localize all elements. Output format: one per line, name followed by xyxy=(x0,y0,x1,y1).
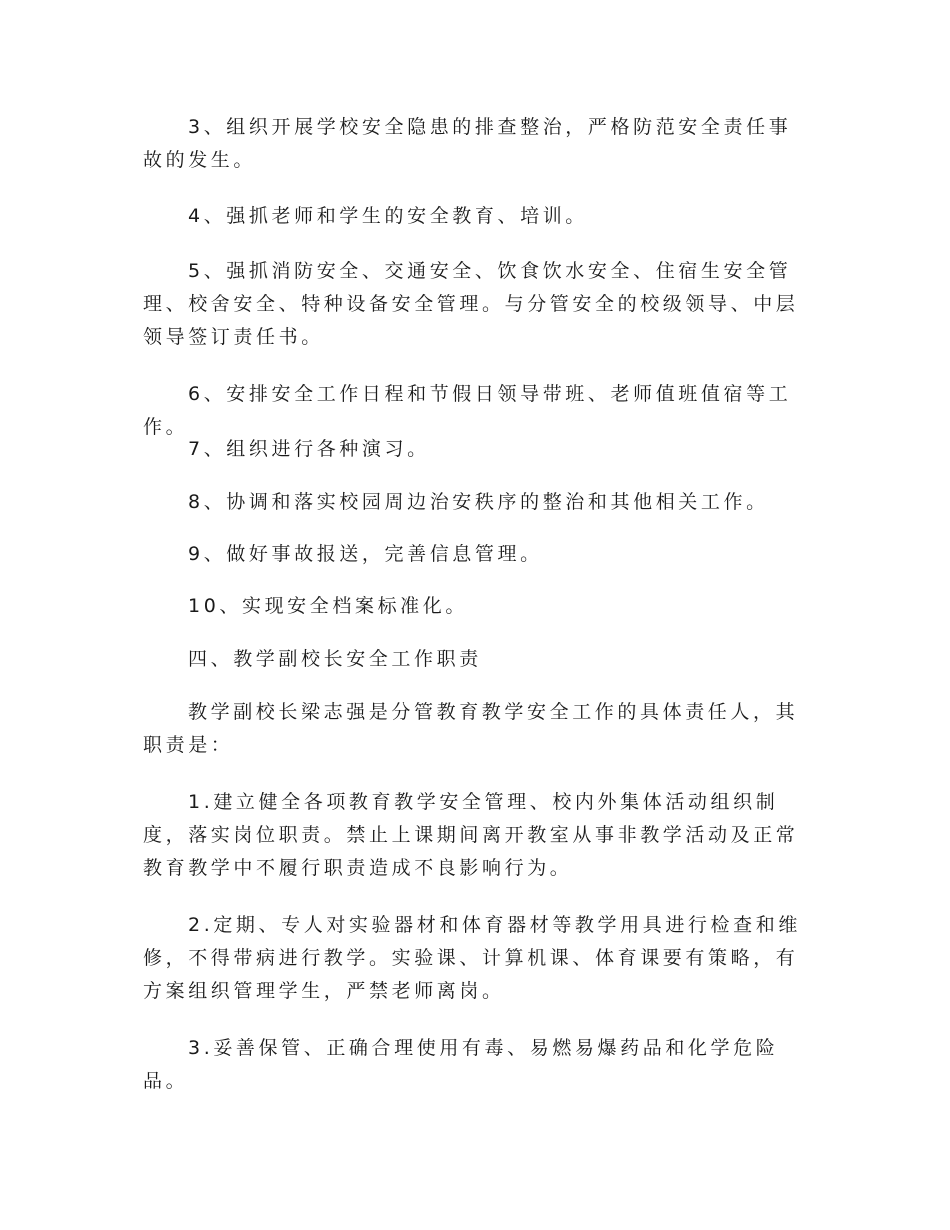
paragraph-item-9-accident-reporting: 9、做好事故报送，完善信息管理。 xyxy=(188,543,543,565)
section-heading-vice-principal-duties: 四、教学副校长安全工作职责 xyxy=(188,648,482,670)
paragraph-duty-1-management-system: 1.建立健全各项教育教学安全管理、校内外集体活动组织制度，落实岗位职责。禁止上课期间离开教室从事非教学活动及正常教育教学中不履行职责造成不良影响行为。 xyxy=(143,791,799,879)
paragraph-item-5-fire-traffic-safety: 5、强抓消防安全、交通安全、饮食饮水安全、住宿生安全管理、校舍安全、特种设备安全管理。与分管安全的校级领导、中层领导签订责任书。 xyxy=(143,260,799,348)
paragraph-duty-2-equipment-inspection: 2.定期、专人对实验器材和体育器材等教学用具进行检查和维修，不得带病进行教学。实验课、计算机课、体育课要有策略，有方案组织管理学生，严禁老师离岗。 xyxy=(143,914,801,1002)
paragraph-item-7-drills: 7、组织进行各种演习。 xyxy=(188,438,430,460)
paragraph-item-10-archive-standardization: 10、实现安全档案标准化。 xyxy=(188,595,468,617)
paragraph-item-6-duty-schedule: 6、安排安全工作日程和节假日领导带班、老师值班值宿等工作。 xyxy=(143,383,792,438)
paragraph-item-3-hazard-inspection: 3、组织开展学校安全隐患的排查整治，严格防范安全责任事故的发生。 xyxy=(143,116,792,171)
paragraph-item-4-safety-education: 4、强抓老师和学生的安全教育、培训。 xyxy=(188,205,588,227)
paragraph-item-8-campus-surroundings: 8、协调和落实校园周边治安秩序的整治和其他相关工作。 xyxy=(188,491,769,513)
paragraph-duty-3-hazardous-chemicals: 3.妥善保管、正确合理使用有毒、易燃易爆药品和化学危险品。 xyxy=(143,1037,779,1092)
paragraph-vice-principal-intro: 教学副校长梁志强是分管教育教学安全工作的具体责任人，其职责是： xyxy=(143,701,799,756)
